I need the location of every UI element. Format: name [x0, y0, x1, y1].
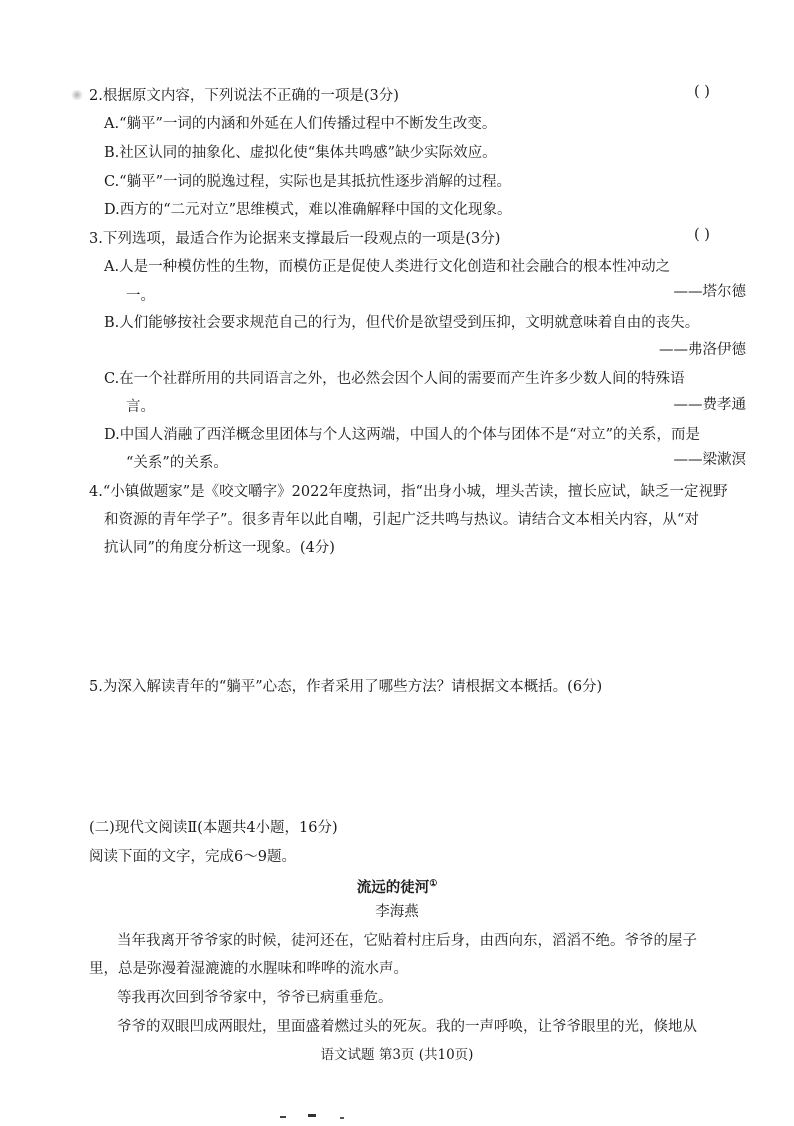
passage-author: 李海燕 [375, 904, 419, 920]
passage-title-text: 流远的徒河 [356, 878, 430, 896]
q4-line3: 抗认同”的角度分析这一现象。(4分) [104, 540, 335, 556]
q2-option-b: B.社区认同的抽象化、虚拟化使“集体共鸣感”缺少实际效应。 [104, 145, 497, 161]
scan-smudge [70, 90, 84, 100]
q3-option-c-line1: C.在一个社群所用的共同语言之外，也必然会因个人间的需要而产生许多少数人间的特殊语 [104, 371, 685, 387]
passage-paragraph-2: 等我再次回到爷爷家中，爷爷已病重垂危。 [117, 990, 393, 1006]
q3-option-a-line2: 一。 [126, 288, 155, 304]
q3-option-c-line2: 言。 [126, 399, 155, 415]
q3-option-a-line1: A.人是一种模仿性的生物，而模仿正是促使人类进行文化创造和社会融合的根本性冲动之 [104, 259, 671, 275]
page-footer: 语文试题 第3页 (共10页) [320, 1047, 474, 1063]
q3-option-c-source: ——费孝通 [673, 397, 746, 413]
q2-stem: 2.根据原文内容，下列说法不正确的一项是(3分) [89, 88, 399, 104]
passage-title-footnote-mark: ① [429, 879, 438, 889]
reading-instruction: 阅读下面的文字，完成6～9题。 [89, 849, 296, 865]
passage-paragraph-3-line1: 爷爷的双眼凹成两眼灶，里面盛着燃过头的死灰。我的一声呼唤，让爷爷眼里的光，倏地从 [117, 1019, 697, 1035]
q3-answer-paren: ( ) [694, 227, 710, 243]
q3-option-a-source: ——塔尔德 [673, 284, 746, 300]
passage-paragraph-1-line2: 里，总是弥漫着湿漉漉的水腥味和哗哗的流水声。 [89, 961, 408, 977]
q2-option-d: D.西方的“二元对立”思维模式，难以准确解释中国的文化现象。 [104, 202, 512, 218]
q5-line1: 5.为深入解读青年的“躺平”心态，作者采用了哪些方法？请根据文本概括。(6分) [89, 679, 603, 695]
q3-option-d-line2: “关系”的关系。 [126, 455, 228, 471]
q3-option-b-source: ——弗洛伊德 [659, 342, 746, 358]
q2-option-a: A.“躺平”一词的内涵和外延在人们传播过程中不断发生改变。 [104, 116, 497, 132]
q3-option-d-line1: D.中国人消融了西洋概念里团体与个人这两端，中国人的个体与团体不是“对立”的关系，而是 [104, 427, 701, 443]
passage-title [0, 874, 794, 898]
q3-option-b-line1: B.人们能够按社会要求规范自己的行为，但代价是欲望受到压抑，文明就意味着自由的丧失。 [104, 315, 700, 331]
q2-answer-paren: ( ) [694, 84, 710, 100]
q2-option-c: C.“躺平”一词的脱逸过程，实际也是其抵抗性逐步消解的过程。 [104, 174, 512, 190]
q4-line2: 和资源的青年学子”。很多青年以此自嘲，引起广泛共鸣与热议。请结合文本相关内容，从“对 [104, 512, 699, 528]
q3-option-d-source: ——梁漱溟 [673, 452, 746, 468]
scan-artifact-marks [260, 1112, 460, 1122]
q3-stem: 3.下列选项，最适合作为论据来支撑最后一段观点的一项是(3分) [89, 231, 501, 247]
q4-line1: 4.“小镇做题家”是《咬文嚼字》2022年度热词，指“出身小城，埋头苦读，擅长应试，缺乏一定视野 [89, 484, 728, 500]
section-heading: (二)现代文阅读Ⅱ(本题共4小题，16分) [89, 820, 338, 836]
passage-paragraph-1-line1: 当年我离开爷爷家的时候，徒河还在，它贴着村庄后身，由西向东，滔滔不绝。爷爷的屋子 [117, 933, 697, 949]
